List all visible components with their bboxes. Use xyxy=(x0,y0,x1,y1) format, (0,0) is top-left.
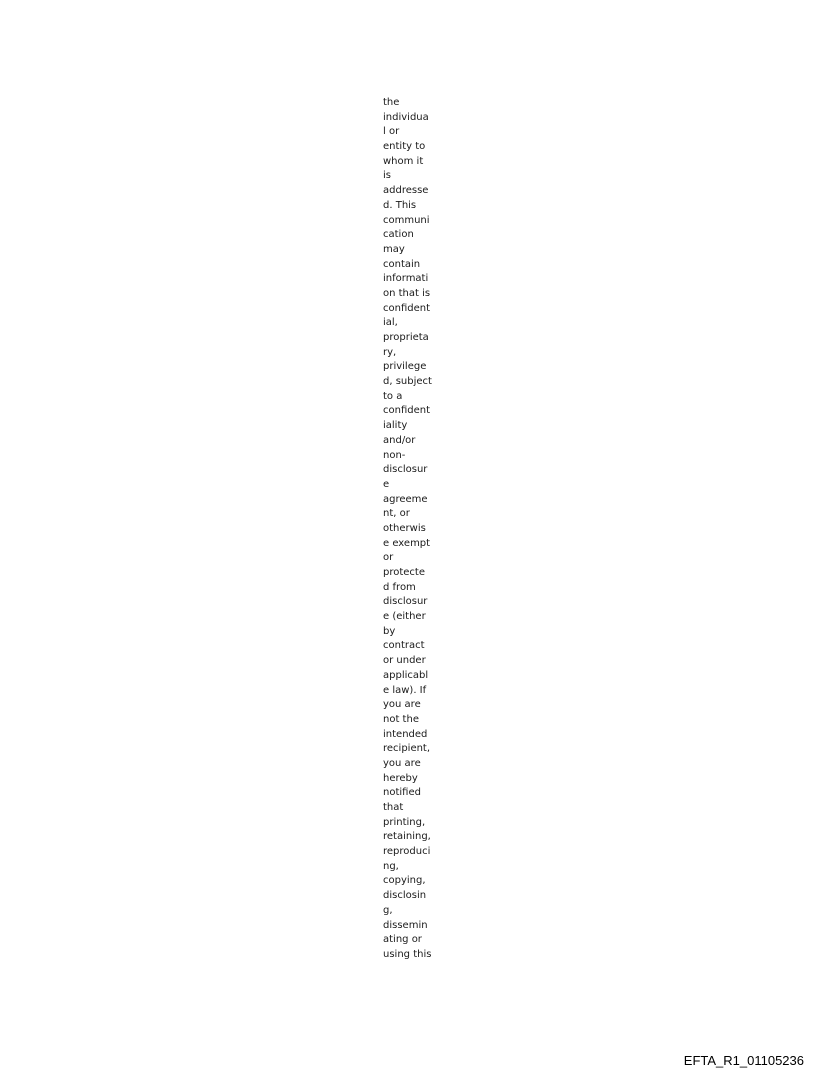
text-line: non- xyxy=(383,449,406,461)
text-line: e exempt xyxy=(383,537,431,549)
text-line: is xyxy=(383,170,391,182)
text-line: disclosur xyxy=(383,464,428,476)
text-line: the xyxy=(383,97,400,108)
text-line: cation xyxy=(383,229,414,241)
text-line: e xyxy=(383,478,390,490)
text-line: contain xyxy=(383,258,421,270)
text-line: otherwis xyxy=(383,522,426,534)
text-line: ng, xyxy=(383,860,399,872)
text-line: agreeme xyxy=(383,493,428,505)
text-line: confident xyxy=(383,302,431,314)
text-line: you are xyxy=(383,699,421,711)
text-line: intended xyxy=(383,728,428,740)
text-line: by xyxy=(383,625,396,637)
text-line: g, xyxy=(383,904,393,916)
text-line: that xyxy=(383,802,404,813)
text-line: e law). If xyxy=(383,684,427,696)
text-line: using this xyxy=(383,948,432,960)
text-line: or under xyxy=(383,655,426,667)
text-line: disclosur xyxy=(383,596,428,608)
text-line: recipient, xyxy=(383,743,431,755)
text-line: d. This xyxy=(383,199,417,211)
text-line: dissemin xyxy=(383,919,428,931)
text-line: disclosin xyxy=(383,890,427,902)
text-line: retaining, xyxy=(383,831,431,843)
text-line: may xyxy=(383,243,405,255)
text-line: protecte xyxy=(383,567,426,578)
text-line: whom it xyxy=(383,155,424,167)
text-line: and/or xyxy=(383,434,416,446)
text-line: e (either xyxy=(383,611,426,623)
text-line: hereby xyxy=(383,772,418,784)
text-line: individua xyxy=(383,111,429,123)
text-line: to a xyxy=(383,390,403,402)
text-line: reproduci xyxy=(383,846,431,858)
text-line: ial, xyxy=(383,317,398,329)
text-line: informati xyxy=(383,273,429,285)
text-line: applicabl xyxy=(383,669,429,681)
text-line: proprieta xyxy=(383,332,429,343)
text-line: addresse xyxy=(383,185,429,197)
text-line: ating or xyxy=(383,934,422,946)
text-line: ry, xyxy=(383,346,397,358)
text-line: you are xyxy=(383,757,421,769)
text-line: contract xyxy=(383,640,425,652)
text-line: privilege xyxy=(383,361,427,373)
text-line: iality xyxy=(383,420,408,432)
disclaimer-text-column xyxy=(383,96,443,963)
text-line: nt, or xyxy=(383,508,410,520)
text-line: confident xyxy=(383,405,431,417)
text-line: on that is xyxy=(383,287,431,299)
text-line: communi xyxy=(383,214,430,226)
text-line: d from xyxy=(383,581,416,593)
text-line: copying, xyxy=(383,875,426,887)
text-line: or xyxy=(383,552,394,564)
text-line: d, subject xyxy=(383,376,432,388)
document-id-stamp: EFTA_R1_01105236 xyxy=(683,1053,804,1068)
text-line: printing, xyxy=(383,816,426,828)
text-line: l or xyxy=(383,126,400,138)
text-line: entity to xyxy=(383,141,426,153)
text-line: notified xyxy=(383,787,421,799)
text-line: not the xyxy=(383,713,419,725)
